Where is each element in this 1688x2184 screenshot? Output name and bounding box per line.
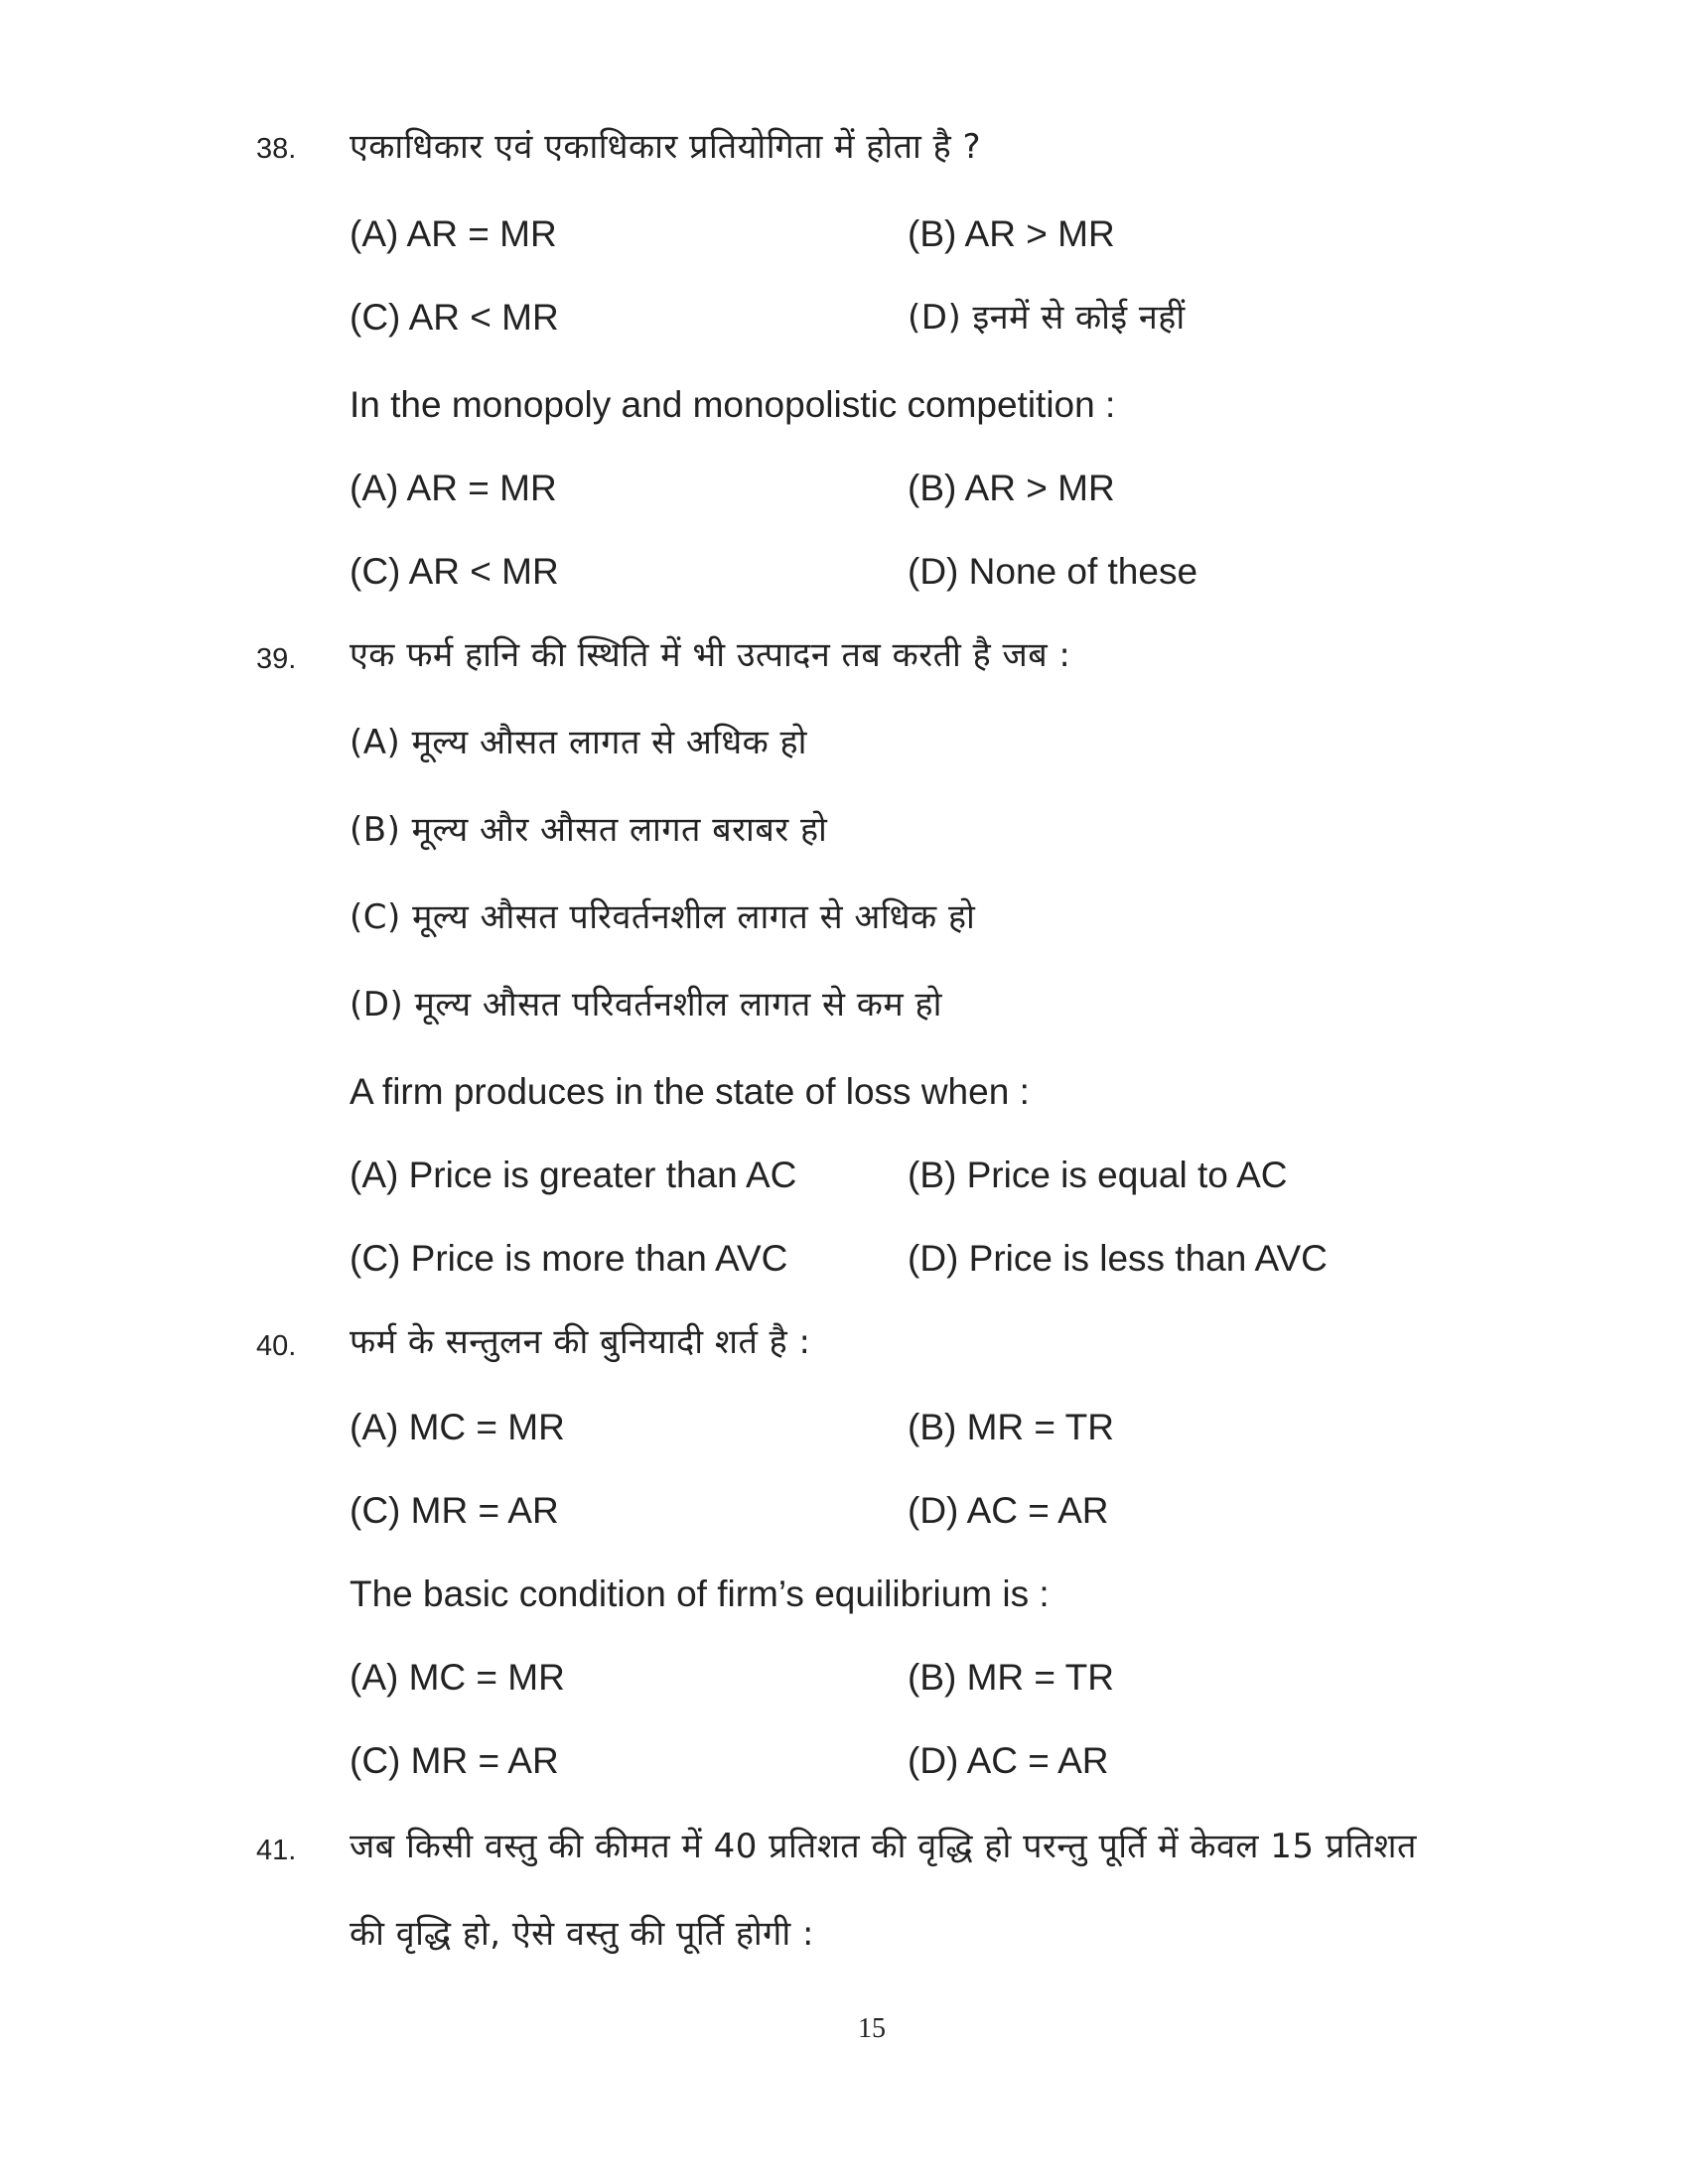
option-a-english: (A) MC = MR xyxy=(350,1657,565,1698)
option-b-english: (B) Price is equal to AC xyxy=(908,1155,1288,1195)
question-text-english: The basic condition of firm’s equilibrium is : xyxy=(350,1573,1050,1614)
option-d-english: (D) AC = AR xyxy=(908,1740,1109,1781)
option-b-hindi: (B) AR > MR xyxy=(908,213,1115,254)
option-c-english: (C) Price is more than AVC xyxy=(350,1238,788,1279)
question-text-english: A firm produces in the state of loss when : xyxy=(350,1071,1030,1112)
option-c-english: (C) AR < MR xyxy=(350,551,559,592)
question-text-hindi-line1: जब किसी वस्तु की कीमत में 40 प्रतिशत की वृद्धि हो परन्तु पूर्ति में केवल 15 प्रतिशत xyxy=(350,1827,1417,1866)
option-a-english: (A) Price is greater than AC xyxy=(350,1155,797,1195)
option-a-hindi: (A) मूल्य औसत लागत से अधिक हो xyxy=(350,723,807,762)
question-text-hindi: एकाधिकार एवं एकाधिकार प्रतियोगिता में होता है ? xyxy=(350,127,982,167)
question-number: 38. xyxy=(256,133,297,165)
page-number: 15 xyxy=(858,2013,886,2044)
question-text-hindi: एक फर्म हानि की स्थिति में भी उत्पादन तब करती है जब : xyxy=(350,635,1071,675)
question-text-hindi: फर्म के सन्तुलन की बुनियादी शर्त है : xyxy=(350,1322,811,1362)
option-a-hindi: (A) AR = MR xyxy=(350,213,557,254)
option-b-hindi: (B) MR = TR xyxy=(908,1407,1114,1447)
option-a-english: (A) AR = MR xyxy=(350,468,557,508)
option-c-hindi: (C) AR < MR xyxy=(350,297,559,338)
question-text-hindi-line2: की वृद्धि हो, ऐसे वस्तु की पूर्ति होगी : xyxy=(350,1914,814,1954)
question-text-english: In the monopoly and monopolistic competition : xyxy=(350,384,1116,425)
option-b-english: (B) MR = TR xyxy=(908,1657,1114,1698)
option-d-english: (D) Price is less than AVC xyxy=(908,1238,1328,1279)
option-d-hindi: (D) AC = AR xyxy=(908,1490,1109,1531)
option-c-hindi: (C) मूल्य औसत परिवर्तनशील लागत से अधिक हो xyxy=(350,897,976,937)
option-b-english: (B) AR > MR xyxy=(908,468,1115,508)
option-d-english: (D) None of these xyxy=(908,551,1198,592)
option-c-english: (C) MR = AR xyxy=(350,1740,559,1781)
option-b-hindi: (B) मूल्य और औसत लागत बराबर हो xyxy=(350,810,828,850)
question-number: 41. xyxy=(256,1835,297,1866)
question-number: 39. xyxy=(256,643,297,675)
question-number: 40. xyxy=(256,1330,297,1362)
option-d-hindi: (D) मूल्य औसत परिवर्तनशील लागत से कम हो xyxy=(350,985,942,1024)
option-a-hindi: (A) MC = MR xyxy=(350,1407,565,1447)
option-d-hindi: (D) इनमें से कोई नहीं xyxy=(908,298,1186,338)
option-c-hindi: (C) MR = AR xyxy=(350,1490,559,1531)
